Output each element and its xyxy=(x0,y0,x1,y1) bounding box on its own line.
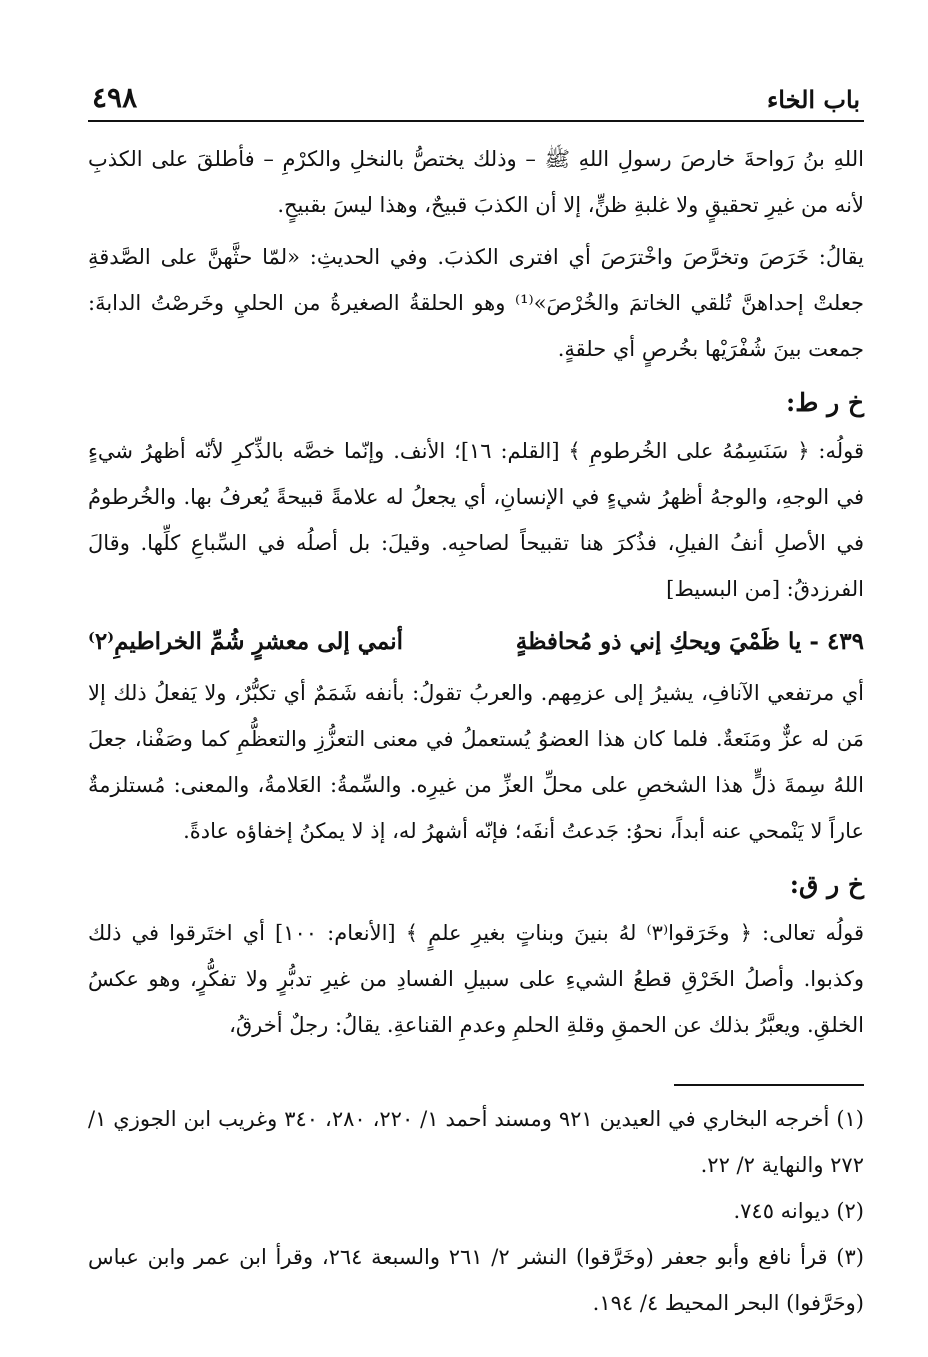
page-body xyxy=(88,136,864,1048)
paragraph-3: قولُه: ﴿ سَنَسِمُهُ على الخُرطومِ ﴾ [القلم: ١٦]؛ الأنف. وإنّما خصَّه بالذِّكرِ لأنّه أظهرُ شيءٍ في الوجهِ، والوجهُ أظهرُ شيءٍ في الإنسانِ، أي يجعلُ له علامةً قبيحةً يُعرفُ بها. والخُرطومُ في الأصلِ أنفُ الفيلِ، فذُكرَ هنا تقبيحاً لصاحبِه. وقيلَ: بل أصلُه في السِّباعِ كلِّها. وقالَ الفرزدقُ: [من البسيط] xyxy=(88,439,864,601)
poetry-verse xyxy=(88,618,864,666)
footnotes xyxy=(88,1096,864,1326)
entry-heading-kh-r-q: خ ر ق: xyxy=(789,870,864,899)
page-header xyxy=(88,72,864,122)
footnote-3: (٣) قرأ نافع وأبو جعفر (وخَرَّقوا) النشر ٢/ ٢٦١ والسبعة ٢٦٤، وقرأ ابن عمر وابن عباس (وحَرَّفوا) البحر المحيط ٤/ ١٩٤. xyxy=(88,1245,864,1315)
page-number: ٤٩٨ xyxy=(92,81,138,114)
paragraph-1: اللهِ بنُ رَواحةَ خارصَ رسولِ اللهِ ﷺ – وذلك يختصُّ بالنخلِ والكرْمِ – فأطلقَ على الكذبِ لأنه من غيرِ تحقيقٍ ولا غلبةِ ظنٍّ، إلا أن الكذبَ قبيحٌ، وهذا ليسَ بقبيحٍ. xyxy=(88,147,864,217)
footnote-separator xyxy=(674,1084,864,1086)
footnote-1: (١) أخرجه البخاري في العيدين ٩٢١ ومسند أحمد ١/ ٢٢٠، ٢٨٠، ٣٤٠ وغريب ابن الجوزي ١/ ٢٧٢ والنهاية ٢/ ٢٢. xyxy=(88,1107,864,1177)
verse-first-hemistich: ٤٣٩ - يا ظَمْيَ ويحكِ إني ذو مُحافظةٍ xyxy=(515,628,864,655)
section-title: باب الخاء xyxy=(766,85,860,114)
footnote-2: (٢) ديوانه ٧٤٥. xyxy=(733,1199,864,1223)
entry-heading-kh-r-t: خ ر ط: xyxy=(786,388,864,417)
paragraph-5: قولُه تعالى: ﴿ وخَرَقوا⁽٣⁾ لهُ بنينَ وبناتٍ بغيرِ علمٍ ﴾ [الأنعام: ١٠٠] أي اختَرقوا في ذلك وكذبوا. وأصلُ الخَرْقِ قطعُ الشيءِ على سبيلِ الفسادِ من غيرِ تدبُّرٍ ولا تفكُّرٍ، وهو عكسُ الخلقِ. ويعبَّرُ بذلك عن الحمقِ وقلةِ الحلمِ وعدمِ القناعةِ. يقالُ: رجلٌ أخرقُ، xyxy=(88,921,864,1037)
paragraph-4: أي مرتفعي الآنافِ، يشيرُ إلى عزمِهم. والعربُ تقولُ: بأنفه شَمَمٌ أي تكبُّرٌ، ولا يَفعلُ ذلك إلا مَن له عزٌّ ومَنَعةٌ. فلما كان هذا العضوُ يُستعملُ في معنى التعزُّزِ والتعظُّمِ كما وصَفْنا، جعلَ اللهُ سِمةَ ذلٍّ هذا الشخصِ على محلِّ العزِّ من غيرِه. والسِّمةُ: العَلامةُ، والمعنى: مُستلزمةٌ عاراً لا يَنْمحي عنه أبداً، نحوُ: جَدعتُ أنفَه؛ فإنّه أشهرُ له، إذ لا يمكنُ إخفاؤه عادةً. xyxy=(88,681,864,843)
verse-second-hemistich: أنمي إلى معشرٍ شُمِّ الخراطيمِ⁽٢⁾ xyxy=(88,628,404,655)
paragraph-2: يقالُ: خَرَصَ وتخرَّصَ واخْترَصَ أي افترى الكذبَ. وفي الحديثِ: «لمّا حثَّهنَّ على الصَّدقةِ جعلتْ إحداهنَّ تُلقي الخاتمَ والخُرْصَ»⁽¹⁾ وهو الحلقةُ الصغيرةُ من الحليِ وخَرصْتُ الدابةَ: جمعت بينَ شُفْرَيْها بخُرصٍ أي حلقةٍ. xyxy=(88,245,864,361)
